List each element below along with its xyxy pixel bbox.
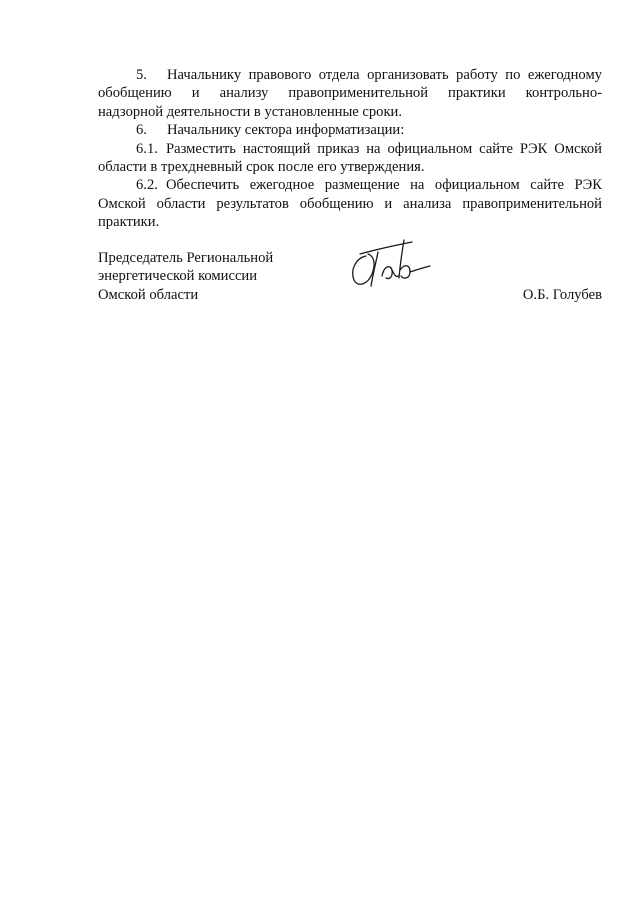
paragraph-line: Обеспечить ежегодное размещение на официальном сайте РЭК	[166, 177, 602, 194]
handwritten-signature	[346, 236, 434, 294]
paragraph-6-2	[98, 176, 602, 231]
signatory-name: О.Б. Голубев	[522, 287, 602, 303]
paragraph-line: Начальнику правового отдела организовать работу по ежегодному	[167, 67, 602, 83]
paragraph-line: Омской области результатов обобщению и анализа правоприменительной	[98, 195, 602, 212]
paragraph-line: Начальнику сектора информатизации:	[167, 122, 405, 139]
paragraph-number: 6.	[136, 122, 147, 139]
position-line: Председатель Региональной	[98, 250, 274, 266]
paragraph-5	[98, 66, 602, 121]
position-line: энергетической комиссии	[98, 268, 258, 285]
paragraph-line: практики.	[98, 214, 160, 231]
paragraph-6	[98, 121, 602, 139]
paragraph-number: 6.1.	[136, 140, 158, 157]
position-line: Омской области	[98, 286, 199, 303]
paragraph-line: области в трехдневный срок после его утверждения.	[98, 159, 425, 176]
paragraph-number: 6.2.	[136, 177, 158, 194]
paragraph-6-1	[98, 140, 602, 177]
paragraph-number: 5.	[136, 67, 147, 83]
paragraph-line: обобщению и анализу правоприменительной практики контрольно-	[98, 85, 602, 102]
order-body	[98, 66, 602, 232]
paragraph-line: Разместить настоящий приказ на официальном сайте РЭК Омской	[166, 140, 602, 157]
paragraph-line: надзорной деятельности в установленные сроки.	[98, 103, 403, 120]
